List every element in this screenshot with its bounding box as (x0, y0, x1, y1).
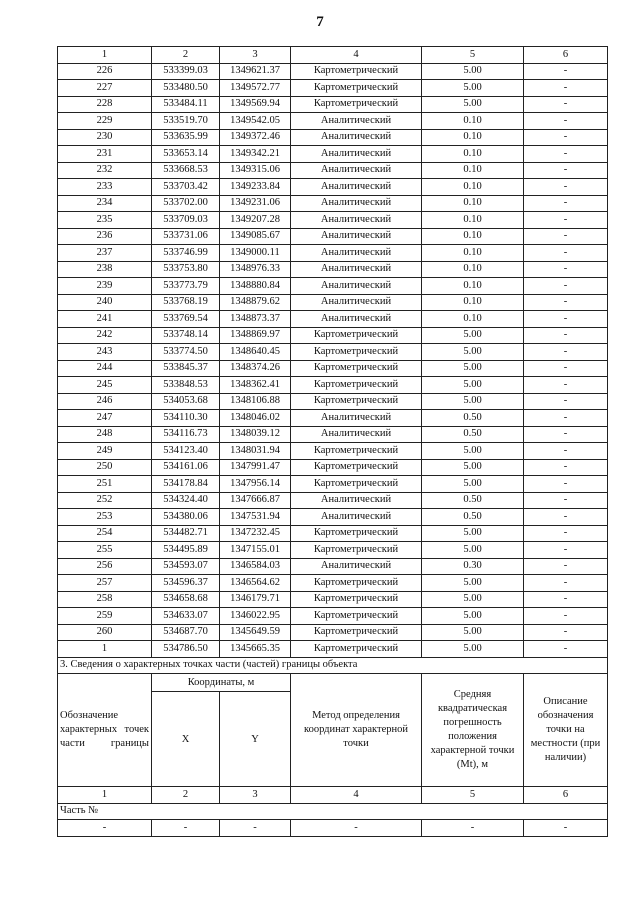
method-cell: Картометрический (291, 525, 422, 542)
point-number-cell: 228 (58, 96, 152, 113)
x-coord-cell: 533748.14 (152, 327, 220, 344)
point-number-cell: 231 (58, 146, 152, 163)
table-row (58, 344, 608, 361)
x-coord-cell: 533399.03 (152, 63, 220, 80)
header-x: X (152, 692, 220, 787)
table-row (58, 509, 608, 526)
y-coord-cell: 1348046.02 (220, 410, 291, 427)
x-coord-cell: 533773.79 (152, 278, 220, 295)
description-cell: - (524, 377, 608, 394)
table-row (58, 360, 608, 377)
y-coord-cell: 1346564.62 (220, 575, 291, 592)
description-cell: - (524, 129, 608, 146)
point-number-cell: 243 (58, 344, 152, 361)
y-coord-cell: 1348976.33 (220, 261, 291, 278)
x-coord-cell: 533709.03 (152, 212, 220, 229)
error-cell: 5.00 (422, 63, 524, 80)
description-cell: - (524, 146, 608, 163)
error-cell: 5.00 (422, 476, 524, 493)
description-cell: - (524, 63, 608, 80)
y-coord-cell: 1349233.84 (220, 179, 291, 196)
method-cell: Картометрический (291, 327, 422, 344)
col-number: 3 (220, 47, 291, 64)
error-cell: 0.10 (422, 129, 524, 146)
header-error: Средняя квадратическая погрешность положения характерной точки (Mt), м (422, 674, 524, 787)
table-row (58, 146, 608, 163)
error-cell: 5.00 (422, 542, 524, 559)
point-number-cell: 233 (58, 179, 152, 196)
method-cell: Аналитический (291, 129, 422, 146)
error-cell: 0.10 (422, 179, 524, 196)
point-number-cell: 239 (58, 278, 152, 295)
y-coord-cell: 1347991.47 (220, 459, 291, 476)
description-cell: - (524, 558, 608, 575)
description-cell: - (524, 327, 608, 344)
description-cell: - (524, 261, 608, 278)
x-coord-cell: 533484.11 (152, 96, 220, 113)
col-number: 1 (58, 787, 152, 804)
x-coord-cell: 534687.70 (152, 624, 220, 641)
error-cell: 0.50 (422, 492, 524, 509)
description-cell: - (524, 542, 608, 559)
x-coord-cell: 534178.84 (152, 476, 220, 493)
point-number-cell: 229 (58, 113, 152, 130)
table-row (58, 228, 608, 245)
error-cell: 0.10 (422, 162, 524, 179)
y-coord-cell: 1349085.67 (220, 228, 291, 245)
error-cell: 5.00 (422, 360, 524, 377)
x-coord-cell: 534633.07 (152, 608, 220, 625)
error-cell: 0.10 (422, 146, 524, 163)
point-number-cell: 248 (58, 426, 152, 443)
table-row (58, 426, 608, 443)
point-number-cell: 251 (58, 476, 152, 493)
method-cell: Аналитический (291, 278, 422, 295)
point-number-cell: 230 (58, 129, 152, 146)
table-row (58, 476, 608, 493)
description-cell: - (524, 509, 608, 526)
point-number-cell: 1 (58, 641, 152, 658)
method-cell: Картометрический (291, 393, 422, 410)
x-coord-cell: 533845.37 (152, 360, 220, 377)
point-number-cell: 257 (58, 575, 152, 592)
point-number-cell: 252 (58, 492, 152, 509)
table-row (58, 624, 608, 641)
point-number-cell: 235 (58, 212, 152, 229)
table-row (58, 311, 608, 328)
x-coord-cell: 533774.50 (152, 344, 220, 361)
x-coord-cell: 534495.89 (152, 542, 220, 559)
error-cell: 5.00 (422, 591, 524, 608)
y-coord-cell: 1349315.06 (220, 162, 291, 179)
table-row (58, 261, 608, 278)
method-cell: Аналитический (291, 146, 422, 163)
method-cell: Картометрический (291, 591, 422, 608)
y-coord-cell: 1348879.62 (220, 294, 291, 311)
table-row (58, 80, 608, 97)
section-title-row (58, 657, 608, 674)
method-cell: Аналитический (291, 212, 422, 229)
point-number-cell: 226 (58, 63, 152, 80)
y-coord-cell: 1348880.84 (220, 278, 291, 295)
y-coord-cell: 1349572.77 (220, 80, 291, 97)
point-number-cell: 236 (58, 228, 152, 245)
table-row (58, 179, 608, 196)
col-number: 5 (422, 787, 524, 804)
x-coord-cell: 533731.06 (152, 228, 220, 245)
column-number-row (58, 47, 608, 64)
method-cell: Картометрический (291, 575, 422, 592)
table-row (58, 393, 608, 410)
table-row (58, 96, 608, 113)
point-number-cell: 260 (58, 624, 152, 641)
error-cell: 0.10 (422, 212, 524, 229)
error-cell: 0.30 (422, 558, 524, 575)
y-coord-cell: 1346179.71 (220, 591, 291, 608)
method-cell: Картометрический (291, 608, 422, 625)
error-cell: 0.50 (422, 509, 524, 526)
point-number-cell: 255 (58, 542, 152, 559)
point-number-cell: 232 (58, 162, 152, 179)
col-number: 1 (58, 47, 152, 64)
description-cell: - (524, 278, 608, 295)
table-row (58, 212, 608, 229)
method-cell: Аналитический (291, 195, 422, 212)
header-method: Метод определения координат характерной точки (291, 674, 422, 787)
error-cell: 0.50 (422, 426, 524, 443)
x-coord-cell: 534161.06 (152, 459, 220, 476)
error-cell: 0.10 (422, 113, 524, 130)
description-cell: - (524, 344, 608, 361)
y-coord-cell: 1347232.45 (220, 525, 291, 542)
y-coord-cell: 1345649.59 (220, 624, 291, 641)
error-cell: 0.10 (422, 294, 524, 311)
error-cell: 5.00 (422, 393, 524, 410)
y-coord-cell: 1348362.41 (220, 377, 291, 394)
method-cell: Аналитический (291, 245, 422, 262)
y-coord-cell: 1345665.35 (220, 641, 291, 658)
x-coord-cell: 534053.68 (152, 393, 220, 410)
table-row (58, 575, 608, 592)
point-number-cell: 256 (58, 558, 152, 575)
description-cell: - (524, 80, 608, 97)
boundary-points-table (57, 46, 608, 837)
table-row (58, 113, 608, 130)
x-coord-cell: 534593.07 (152, 558, 220, 575)
y-coord-cell: 1349621.37 (220, 63, 291, 80)
description-cell: - (524, 492, 608, 509)
description-cell: - (524, 162, 608, 179)
description-cell: - (524, 294, 608, 311)
y-coord-cell: 1349231.06 (220, 195, 291, 212)
empty-cell: - (152, 820, 220, 837)
x-coord-cell: 533480.50 (152, 80, 220, 97)
point-number-cell: 258 (58, 591, 152, 608)
point-number-cell: 227 (58, 80, 152, 97)
description-cell: - (524, 575, 608, 592)
header-coords: Координаты, м (152, 674, 291, 692)
y-coord-cell: 1349542.05 (220, 113, 291, 130)
point-number-cell: 240 (58, 294, 152, 311)
error-cell: 5.00 (422, 608, 524, 625)
y-coord-cell: 1347155.01 (220, 542, 291, 559)
description-cell: - (524, 426, 608, 443)
error-cell: 5.00 (422, 443, 524, 460)
table-row (58, 63, 608, 80)
method-cell: Картометрический (291, 476, 422, 493)
y-coord-cell: 1347666.87 (220, 492, 291, 509)
error-cell: 5.00 (422, 327, 524, 344)
y-coord-cell: 1349207.28 (220, 212, 291, 229)
col-number: 4 (291, 47, 422, 64)
table-row (58, 443, 608, 460)
method-cell: Аналитический (291, 426, 422, 443)
y-coord-cell: 1348374.26 (220, 360, 291, 377)
point-number-cell: 253 (58, 509, 152, 526)
description-cell: - (524, 624, 608, 641)
point-number-cell: 245 (58, 377, 152, 394)
page-number: 7 (316, 14, 324, 30)
table-row (58, 525, 608, 542)
point-number-cell: 241 (58, 311, 152, 328)
y-coord-cell: 1348106.88 (220, 393, 291, 410)
table-row (58, 377, 608, 394)
method-cell: Аналитический (291, 311, 422, 328)
y-coord-cell: 1348869.97 (220, 327, 291, 344)
col-number: 5 (422, 47, 524, 64)
error-cell: 5.00 (422, 96, 524, 113)
method-cell: Аналитический (291, 558, 422, 575)
part-label: Часть № (58, 803, 608, 820)
error-cell: 5.00 (422, 80, 524, 97)
empty-cell: - (422, 820, 524, 837)
table-row (58, 459, 608, 476)
description-cell: - (524, 525, 608, 542)
col-number: 6 (524, 47, 608, 64)
method-cell: Картометрический (291, 377, 422, 394)
x-coord-cell: 534380.06 (152, 509, 220, 526)
part-row (58, 803, 608, 820)
x-coord-cell: 533746.99 (152, 245, 220, 262)
y-coord-cell: 1349372.46 (220, 129, 291, 146)
method-cell: Картометрический (291, 624, 422, 641)
method-cell: Картометрический (291, 344, 422, 361)
y-coord-cell: 1347531.94 (220, 509, 291, 526)
point-number-cell: 237 (58, 245, 152, 262)
col-number: 4 (291, 787, 422, 804)
x-coord-cell: 533768.19 (152, 294, 220, 311)
table-row (58, 608, 608, 625)
description-cell: - (524, 459, 608, 476)
table-row (58, 327, 608, 344)
table-row (58, 558, 608, 575)
description-cell: - (524, 393, 608, 410)
header-y: Y (220, 692, 291, 787)
error-cell: 5.00 (422, 624, 524, 641)
table-row (58, 129, 608, 146)
description-cell: - (524, 608, 608, 625)
description-cell: - (524, 360, 608, 377)
col-number: 6 (524, 787, 608, 804)
column-number-row (58, 787, 608, 804)
y-coord-cell: 1348031.94 (220, 443, 291, 460)
empty-cell: - (220, 820, 291, 837)
x-coord-cell: 534596.37 (152, 575, 220, 592)
description-cell: - (524, 113, 608, 130)
method-cell: Картометрический (291, 80, 422, 97)
point-number-cell: 247 (58, 410, 152, 427)
y-coord-cell: 1348640.45 (220, 344, 291, 361)
point-number-cell: 246 (58, 393, 152, 410)
method-cell: Аналитический (291, 294, 422, 311)
method-cell: Аналитический (291, 179, 422, 196)
header-description: Описание обозначения точки на местности (при наличии) (524, 674, 608, 787)
point-number-cell: 249 (58, 443, 152, 460)
x-coord-cell: 534110.30 (152, 410, 220, 427)
col-number: 3 (220, 787, 291, 804)
error-cell: 0.10 (422, 261, 524, 278)
point-number-cell: 234 (58, 195, 152, 212)
section-title: 3. Сведения о характерных точках части (частей) границы объекта (58, 657, 608, 674)
x-coord-cell: 533769.54 (152, 311, 220, 328)
error-cell: 5.00 (422, 377, 524, 394)
y-coord-cell: 1347956.14 (220, 476, 291, 493)
error-cell: 5.00 (422, 575, 524, 592)
method-cell: Аналитический (291, 509, 422, 526)
empty-cell: - (58, 820, 152, 837)
y-coord-cell: 1348039.12 (220, 426, 291, 443)
empty-cell: - (291, 820, 422, 837)
col-number: 2 (152, 787, 220, 804)
x-coord-cell: 534324.40 (152, 492, 220, 509)
error-cell: 0.50 (422, 410, 524, 427)
x-coord-cell: 533668.53 (152, 162, 220, 179)
y-coord-cell: 1349569.94 (220, 96, 291, 113)
x-coord-cell: 533702.00 (152, 195, 220, 212)
header-row (58, 674, 608, 692)
description-cell: - (524, 591, 608, 608)
x-coord-cell: 533753.80 (152, 261, 220, 278)
method-cell: Аналитический (291, 228, 422, 245)
error-cell: 0.10 (422, 195, 524, 212)
description-cell: - (524, 195, 608, 212)
method-cell: Картометрический (291, 96, 422, 113)
point-number-cell: 244 (58, 360, 152, 377)
error-cell: 0.10 (422, 228, 524, 245)
method-cell: Картометрический (291, 63, 422, 80)
y-coord-cell: 1346584.03 (220, 558, 291, 575)
table-row (58, 245, 608, 262)
description-cell: - (524, 311, 608, 328)
method-cell: Аналитический (291, 261, 422, 278)
table-row (58, 278, 608, 295)
method-cell: Картометрический (291, 459, 422, 476)
method-cell: Картометрический (291, 360, 422, 377)
y-coord-cell: 1349342.21 (220, 146, 291, 163)
x-coord-cell: 533635.99 (152, 129, 220, 146)
description-cell: - (524, 641, 608, 658)
error-cell: 0.10 (422, 311, 524, 328)
description-cell: - (524, 228, 608, 245)
table-row (58, 162, 608, 179)
y-coord-cell: 1348873.37 (220, 311, 291, 328)
x-coord-cell: 533848.53 (152, 377, 220, 394)
x-coord-cell: 533519.70 (152, 113, 220, 130)
table-row (58, 591, 608, 608)
x-coord-cell: 534123.40 (152, 443, 220, 460)
error-cell: 5.00 (422, 525, 524, 542)
description-cell: - (524, 96, 608, 113)
point-number-cell: 254 (58, 525, 152, 542)
description-cell: - (524, 245, 608, 262)
table-row (58, 294, 608, 311)
table-row (58, 492, 608, 509)
x-coord-cell: 534786.50 (152, 641, 220, 658)
error-cell: 0.10 (422, 245, 524, 262)
y-coord-cell: 1346022.95 (220, 608, 291, 625)
error-cell: 5.00 (422, 641, 524, 658)
method-cell: Картометрический (291, 443, 422, 460)
y-coord-cell: 1349000.11 (220, 245, 291, 262)
method-cell: Аналитический (291, 113, 422, 130)
description-cell: - (524, 443, 608, 460)
error-cell: 5.00 (422, 459, 524, 476)
description-cell: - (524, 410, 608, 427)
point-number-cell: 238 (58, 261, 152, 278)
method-cell: Картометрический (291, 542, 422, 559)
x-coord-cell: 534116.73 (152, 426, 220, 443)
error-cell: 5.00 (422, 344, 524, 361)
description-cell: - (524, 212, 608, 229)
x-coord-cell: 533653.14 (152, 146, 220, 163)
error-cell: 0.10 (422, 278, 524, 295)
description-cell: - (524, 179, 608, 196)
point-number-cell: 250 (58, 459, 152, 476)
col-number: 2 (152, 47, 220, 64)
header-point: Обозначение характерных точек части границы (58, 674, 152, 787)
table-row (58, 195, 608, 212)
method-cell: Аналитический (291, 162, 422, 179)
method-cell: Аналитический (291, 410, 422, 427)
x-coord-cell: 534482.71 (152, 525, 220, 542)
point-number-cell: 259 (58, 608, 152, 625)
table-row (58, 410, 608, 427)
table-row (58, 641, 608, 658)
table-row (58, 542, 608, 559)
method-cell: Аналитический (291, 492, 422, 509)
description-cell: - (524, 476, 608, 493)
x-coord-cell: 534658.68 (152, 591, 220, 608)
point-number-cell: 242 (58, 327, 152, 344)
empty-row (58, 820, 608, 837)
empty-cell: - (524, 820, 608, 837)
method-cell: Картометрический (291, 641, 422, 658)
x-coord-cell: 533703.42 (152, 179, 220, 196)
